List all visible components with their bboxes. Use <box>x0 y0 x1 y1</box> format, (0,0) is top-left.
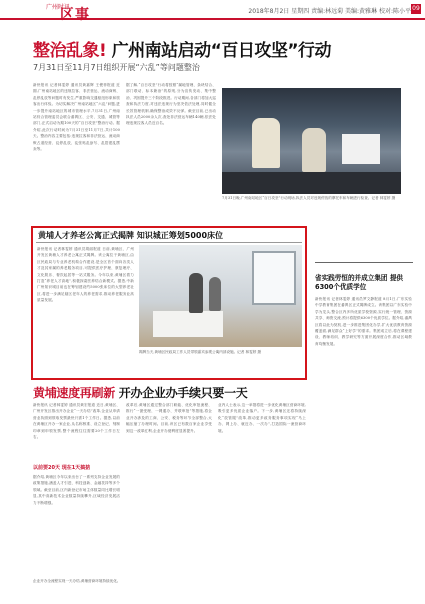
edition-label: 广州时讯 <box>46 4 71 11</box>
headline-black: 广州南站启动“百日攻坚”行动 <box>111 41 332 61</box>
police-photo <box>222 88 401 194</box>
box-body: 新快报讯 记者林雯婷 通讯员胡丽报道 日前,黄埔区、广州开发区黄埔人才养老公寓正式揭牌。该公寓位于黄埔区,由区民政局与专业养老机构合作建设,是全区首个面向各类人才及其家属的养老服务项目,可提供医疗护理、康复理疗、文化娱乐、餐饮起居等一站式服务。今年以来,黄埔区着力打造“养老人才高地”,积极探索医养结合新模式。据悉,中新广州知识城目前也在筹划建设约5000张床位的大型养老社区,将进一步满足辖区老年人的养老需求,推动养老服务业高质量发展。 <box>37 247 134 303</box>
side-body: 新快报讯 记者林雯婷 通讯员罗文静报道 8月1日,广东实验中学教育集团在番禺区正式揭牌成立。该集团以广东实验中学为龙头,整合区内多所优质学校资源,实行统一管理、资源共享、师资交流,预计将提供6300个优质学位。据介绍,番禺区将以此为契机,进一步推进集团化办学,扩大优质教育资源覆盖面,满足群众“上好学”的需求。集团成立后,将在课程建设、教师培训、教学研究等方面开展深度合作,推动区域教育均衡发展。 <box>315 297 412 346</box>
box-divider <box>36 242 302 243</box>
bottom-note: 企业开办全流程实现一天办结,黄埔营商环境持续优化。 <box>33 579 121 583</box>
main-subhead: 7月31日至11月7日组织开展“六乱”等问题整治 <box>33 63 200 72</box>
article1-col1: 新快报讯 记者林雯婷 通讯员黄嘉辉 王俊菲报道 近期,广州南站地区的违规拉客、非法营运、流动商贩、乱停乱放等问题时有发生,严重影响交通枢纽形象和旅客出行体验。为切实解决广州南站地区“六乱”问题,进一步提升南站地区的城市管理水平,7月31日,广州南站综合管理委员会联合番禺区、公安、交通、城管等部门,正式启动为期100天的“百日攻坚”整治行动。据介绍,此次行动时间为7月31日至11月7日,共计100天。整治内容主要包括:违规拉客和非法营运、流动商贩占道经营、乱停乱放、乱张贴乱涂写、乱搭建乱摆卖等。 <box>33 83 120 152</box>
article2-headline-red: 黄埔速度再刷新 <box>33 386 115 400</box>
article1-col2: 据了解,“百日攻坚”行动将按照“属地管理、条块结合、部门联动、标本兼治”的原则,分为宣传发动、集中整治、巩固提升三个阶段推进。行动期间,各部门将加大巡查和执法力度,对违法违规行为坚决依法处理,同时健全长效管理机制,确保整治成效不反弹。截至目前,已出动执法人员2000余人次,查处非法营运车辆140辆,依法处理违规拉客人员近百名。 <box>126 83 216 126</box>
article2-col1: 新快报讯 记者林雯婷 通讯员黄宏报道 近日,黄埔区、广州开发区推出开办企业“一天办结”改革,企业从申请营业执照到领取发票最快只需1个工作日。据悉,以前在黄埔区开办一家企业,从名称核准、设立登记、刻制印章到申领发票,整个流程往往需要20个工作日左右。 <box>33 403 120 440</box>
section-title: 区事 <box>60 7 90 23</box>
article2-col2: 改革后,黄埔区通过整合部门职能、优化审批流程、推行“一窗受理、一网通办、并联审批”等措施,将企业开办涉及的工商、公安、税务等环节全部整合,大幅压缩了办理时间。目前,该区已有数百家企业享受到这一改革红利,企业开办便利度显著提升。 <box>126 403 212 433</box>
headline-red: 整治乱象! <box>33 41 107 61</box>
apartment-photo <box>139 245 302 347</box>
photo2-caption: 揭牌当天,黄埔区民政局工作人员带领嘉宾参观公寓内部设施。记者 林雯婷 摄 <box>139 350 262 354</box>
page-number: 09 <box>412 5 420 12</box>
article2-col3: 业内人士表示,这一举措将进一步优化黄埔区营商环境,吸引更多优质企业落户。下一步,黄埔区还将持续深化“放管服”改革,推动更多政务服务事项实现“马上办、网上办、就近办、一次办”,打造国际一流营商环境。 <box>218 403 306 433</box>
issue-meta: 2018年8月2日 星期四 责编:林远菊 美编:黄雅琳 校对:陈小平 <box>248 8 411 15</box>
article2-headline-black: 开办企业办手续只要一天 <box>118 386 248 400</box>
article2-subhead: 以前要20天 现在1天搞掂 <box>33 465 91 471</box>
photo1-caption: 7月31日晚,广州南站地区“百日攻坚”行动现场,执法人员对违规停放的摩托车和车辆进行检查。记者 林雯婷 摄 <box>222 196 396 200</box>
main-headline <box>33 36 413 61</box>
article2-col1b: 据介绍,黄埔区今年以来出台了一系列支持企业发展的政策措施,涵盖人才引进、科技创新、金融扶持等多个领域。截至目前,区内新登记市场主体数量同比增长明显,其中高新技术企业数量持续攀升,区域经济发展活力不断增强。 <box>33 475 120 505</box>
page-header <box>0 0 425 23</box>
side-divider <box>315 262 413 263</box>
side-title: 省实践劳恒的并成立集团 提供6300个优质学位 <box>315 274 404 291</box>
article2-headline <box>33 384 248 401</box>
box-title: 黄埔人才养老公寓正式揭牌 知识城正筹划5000床位 <box>38 231 224 240</box>
